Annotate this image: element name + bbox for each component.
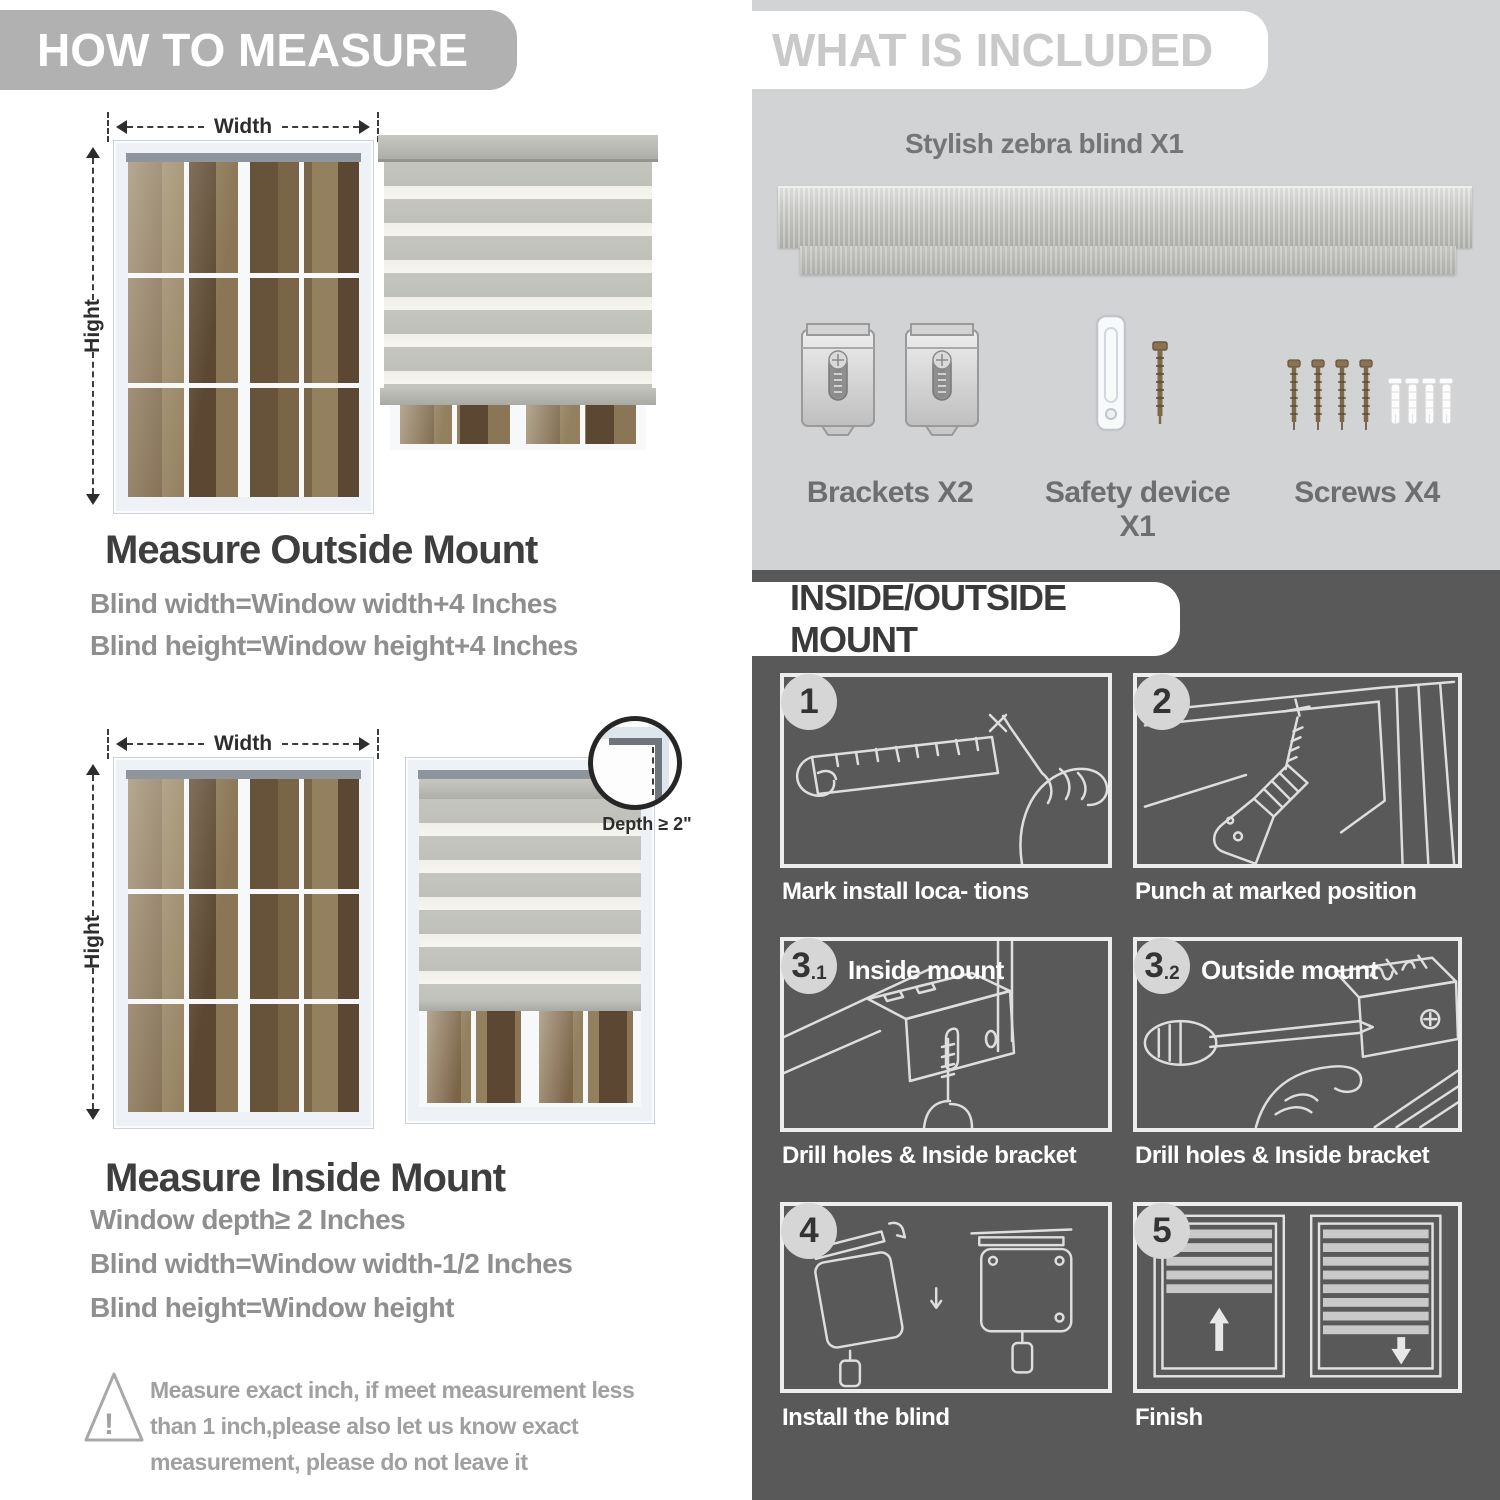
- window-under-blind: [390, 405, 646, 450]
- height-dimension-outside: [80, 140, 106, 512]
- arrow-left-icon: [109, 737, 127, 751]
- step-3-1-title: Inside mount: [848, 955, 1004, 985]
- center-mullion: [238, 779, 250, 1112]
- step-number: 2: [1152, 682, 1172, 721]
- muntin: [128, 999, 359, 1004]
- depth-label: Depth ≥ 2": [602, 814, 692, 834]
- step-subnumber: .2: [1163, 963, 1180, 984]
- blind-cassette: [378, 135, 658, 162]
- step-subnumber: .1: [810, 963, 827, 984]
- warning-exclamation: !: [104, 1408, 114, 1441]
- muntin: [471, 1011, 476, 1103]
- muntin: [184, 779, 189, 1112]
- dimension-tick: [377, 729, 379, 759]
- step-number: 4: [799, 1211, 819, 1250]
- step-3-2-badge: [1134, 938, 1190, 994]
- window-glass: [128, 162, 359, 497]
- warning-line2: than 1 inch,please also let us know exact: [150, 1413, 579, 1439]
- step-2-caption: Punch at marked position: [1135, 878, 1417, 905]
- dimension-line: [127, 126, 204, 128]
- step-number: 3: [1144, 946, 1164, 985]
- product-title: Stylish zebra blind X1: [905, 128, 1184, 159]
- warning-text: [150, 1372, 634, 1480]
- width-dimension-outside: [107, 112, 379, 142]
- muntin: [128, 889, 359, 894]
- width-dimension-inside: [107, 729, 379, 759]
- dimension-line: [127, 743, 204, 745]
- warning-line1: Measure exact inch, if meet measurement less: [150, 1377, 635, 1403]
- depth-magnifier: [588, 716, 682, 810]
- frame-corner-inner: [609, 738, 662, 803]
- screws-label: Screws X4: [1294, 476, 1440, 509]
- dimension-line: [92, 352, 94, 494]
- inside-mount-line3: Blind height=Window height: [90, 1292, 454, 1323]
- muntin: [299, 162, 304, 497]
- muntin: [128, 383, 359, 388]
- blind-bottom-rail: [419, 999, 641, 1011]
- window-glass: [128, 779, 359, 1112]
- window-photo-inside: [113, 757, 374, 1129]
- window-photo-outside: [113, 140, 374, 514]
- outside-mount-title: Measure Outside Mount: [105, 528, 538, 572]
- width-label: Width: [213, 732, 273, 755]
- brackets-icon: [798, 322, 982, 440]
- muntin: [452, 405, 457, 444]
- what-is-included-title: WHAT IS INCLUDED: [772, 24, 1214, 76]
- step-5-caption: Finish: [1135, 1404, 1203, 1431]
- blind-valance-image: [800, 246, 1456, 274]
- step-3-2-caption: Drill holes & Inside bracket: [1135, 1142, 1430, 1169]
- step-2-box: [1133, 673, 1462, 868]
- blind-bottom-rail: [380, 388, 656, 405]
- height-dimension-inside: [80, 757, 106, 1127]
- step-4-caption: Install the blind: [782, 1404, 950, 1431]
- brackets-label: Brackets X2: [806, 476, 974, 509]
- step-2-badge: [1134, 674, 1190, 730]
- step-3-1-box: [780, 937, 1112, 1132]
- step-1-badge: [781, 674, 837, 730]
- dimension-line: [282, 743, 359, 745]
- arrow-right-icon: [359, 120, 377, 134]
- step-3-1-badge: [781, 938, 837, 994]
- arrow-down-icon: [86, 494, 100, 512]
- step-5-badge: [1134, 1203, 1190, 1259]
- step-3-2-title: Outside mount: [1201, 955, 1378, 985]
- muntin: [583, 1011, 588, 1103]
- window-top-track: [126, 153, 361, 162]
- center-mullion: [238, 162, 250, 497]
- step-4-badge: [781, 1203, 837, 1259]
- inside-mount-title: Measure Inside Mount: [105, 1156, 506, 1200]
- zebra-fabric: [384, 162, 652, 388]
- height-label: Hight: [81, 915, 104, 969]
- inside-mount-line1: Window depth≥ 2 Inches: [90, 1204, 406, 1235]
- step-4-box: [780, 1202, 1112, 1393]
- what-is-included-header-bar: [752, 11, 1268, 89]
- step-number: 1: [799, 682, 819, 721]
- muntin: [580, 405, 585, 444]
- step-1-caption: Mark install loca- tions: [782, 878, 1029, 905]
- step-3-1-caption: Drill holes & Inside bracket: [782, 1142, 1077, 1169]
- warning-line3: measurement, please do not leave it: [150, 1449, 528, 1475]
- dimension-line: [282, 126, 359, 128]
- muntin: [184, 162, 189, 497]
- zebra-blind-outside-mount: [378, 135, 658, 450]
- outside-mount-line1: Blind width=Window width+4 Inches: [90, 588, 558, 619]
- depth-dashed-line: [652, 747, 654, 795]
- arrow-right-icon: [359, 737, 377, 751]
- mount-title: INSIDE/OUTSIDE MOUNT: [790, 577, 1067, 660]
- how-to-measure-title: HOW TO MEASURE: [37, 24, 469, 76]
- step-5-box: [1133, 1202, 1462, 1393]
- warning-triangle-icon: [82, 1368, 146, 1448]
- screws-icon: [1282, 356, 1462, 440]
- inside-mount-line2: Blind width=Window width-1/2 Inches: [90, 1248, 573, 1279]
- arrow-up-icon: [86, 757, 100, 775]
- step-number: 5: [1152, 1211, 1172, 1250]
- safety-device-icon: [1055, 312, 1195, 444]
- arrow-up-icon: [86, 140, 100, 158]
- how-to-measure-header-bar: [0, 10, 517, 90]
- step-3-2-box: [1133, 937, 1462, 1132]
- dimension-line: [92, 775, 94, 916]
- width-label: Width: [213, 115, 273, 138]
- step-1-box: [780, 673, 1112, 868]
- muntin: [128, 273, 359, 278]
- safety-device-label: Safety device X1: [1044, 476, 1231, 543]
- arrow-down-icon: [86, 1109, 100, 1127]
- outside-mount-line2: Blind height=Window height+4 Inches: [90, 630, 578, 661]
- dimension-line: [92, 968, 94, 1109]
- window-under-blind: [419, 1011, 641, 1107]
- muntin: [299, 779, 304, 1112]
- blind-headrail-image: [778, 186, 1472, 248]
- window-top-track: [126, 770, 361, 779]
- mount-header-bar: [752, 577, 1180, 660]
- step-number: 3: [791, 946, 811, 985]
- height-label: Hight: [81, 299, 104, 353]
- zebra-blind-inside-mount: [405, 757, 655, 1124]
- arrow-left-icon: [109, 120, 127, 134]
- dimension-line: [92, 158, 94, 300]
